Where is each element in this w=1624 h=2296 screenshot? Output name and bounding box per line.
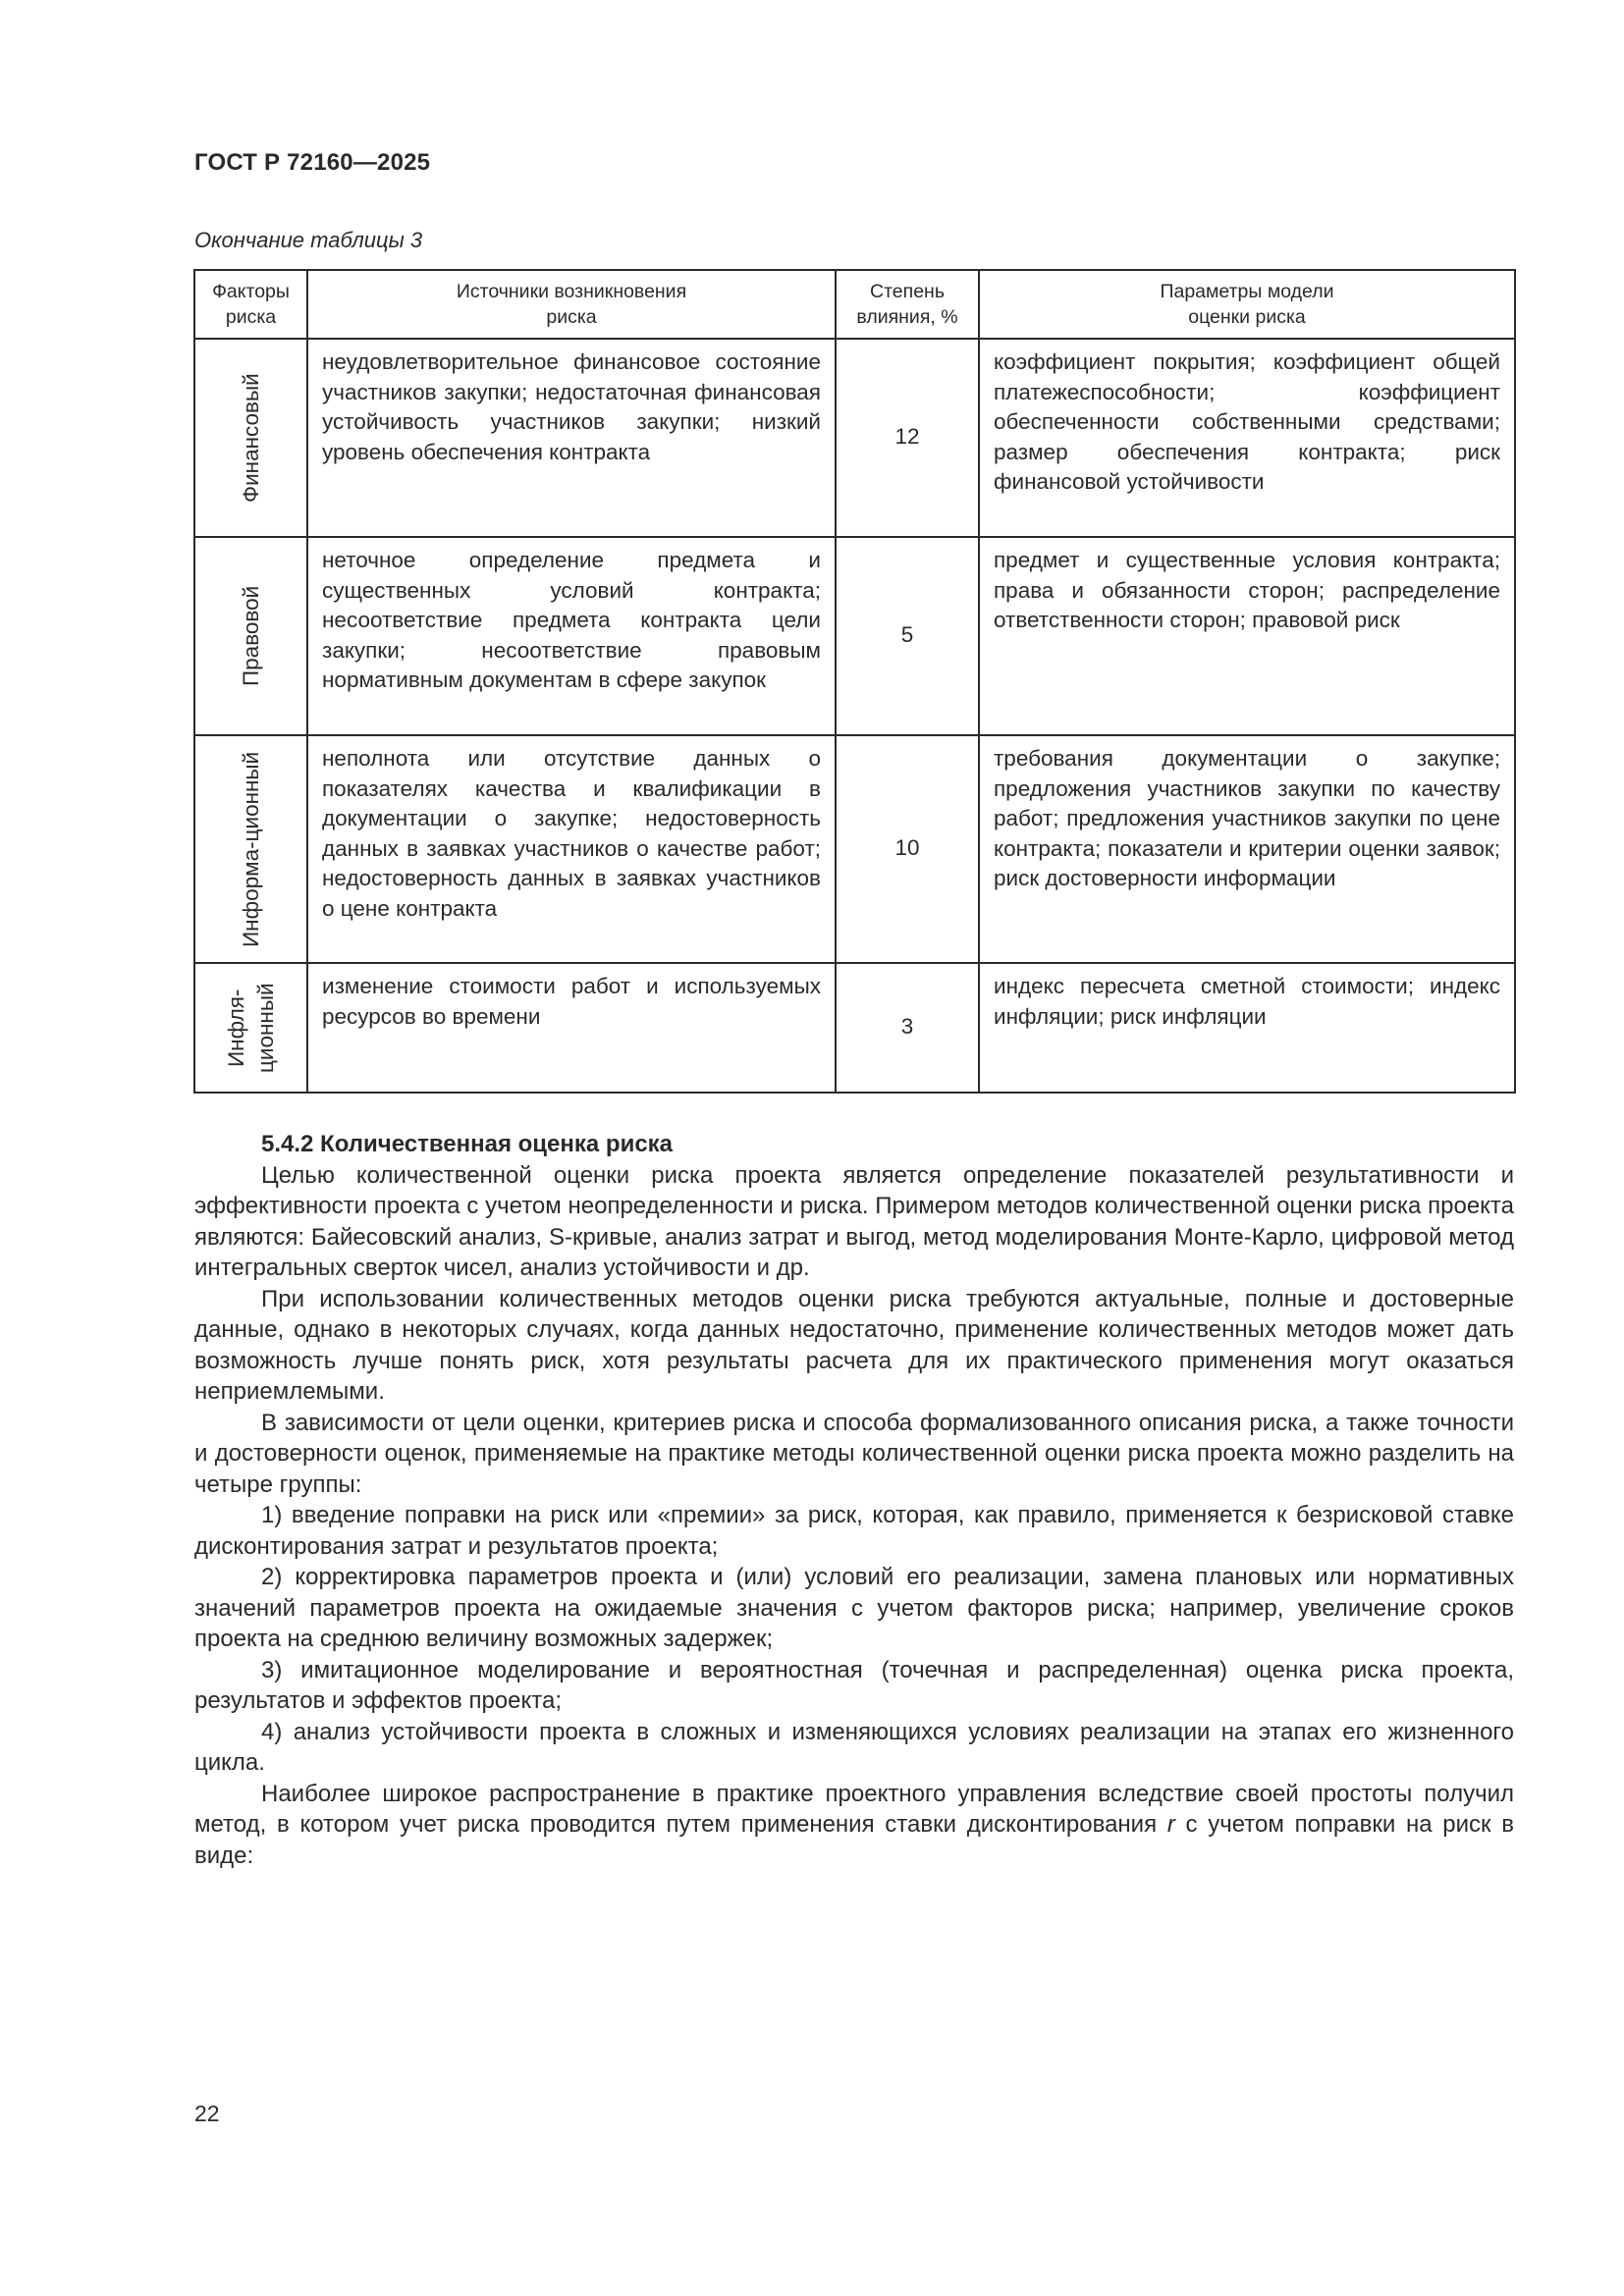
sources-cell: изменение стоимости работ и используемых ресурсов во времени [307, 963, 836, 1093]
degree-cell: 12 [836, 339, 979, 537]
list-item: 3) имитационное моделирование и вероятностная (точечная и распределенная) оценка риска проекта, результатов и эффектов проекта; [194, 1656, 1514, 1714]
list-item: 2) корректировка параметров проекта и (или) условий его реализации, замена плановых или нормативных значений параметров проекта на ожидаемые значения с учетом факторов риска; например, увеличение сроков проекта на среднюю величину возможных задержек; [194, 1564, 1514, 1652]
list-item: 4) анализ устойчивости проекта в сложных и изменяющихся условиях реализации на этапах его жизненного цикла. [194, 1718, 1514, 1776]
table-row [194, 735, 1515, 963]
table-row [194, 963, 1515, 1093]
paragraph: При использовании количественных методов оценки риска требуются актуальные, полные и достоверные данные, однако в некоторых случаях, когда данных недостаточно, применение количественных методов может дать возможность лучше понять риск, хотя результаты расчета для их практического применения могут оказаться неприемлемыми. [194, 1285, 1514, 1405]
factor-label: Финансовый [238, 373, 263, 503]
list-item: 1) введение поправки на риск или «премии» за риск, которая, как правило, применяется к безрисковой ставке дисконтирования затрат и результатов проекта; [194, 1502, 1514, 1560]
params-cell: индекс пересчета сметной стоимости; индекс инфляции; риск инфляции [979, 963, 1515, 1093]
paragraph-text: с учетом поправки на риск в виде: [194, 1811, 1515, 1869]
paragraph: В зависимости от цели оценки, критериев риска и способа формализованного описания риска, а также точности и достоверности оценок, применяемые на практике методы количественной оценки риска проекта можно разделить на четыре группы: [194, 1409, 1514, 1498]
degree-cell: 10 [836, 735, 979, 963]
risk-factors-table [193, 269, 1516, 1094]
paragraph-text: Наиболее широкое распространение в практике проектного управления вследствие своей простоты получил метод, в котором учет риска проводится путем применения ставки дисконтирования [194, 1780, 1514, 1838]
page-number: 22 [194, 2101, 220, 2126]
table-row [194, 339, 1515, 537]
paragraph-discount-rate [194, 1779, 1514, 1872]
column-header-degree: Степень влияния, % [836, 270, 979, 339]
params-cell: коэффициент покрытия; коэффициент общей платежеспособности; коэффициент обеспеченности собственными средствами; размер обеспечения контракта; риск финансовой устойчивости [979, 339, 1515, 537]
factor-label: Инфля-ционный [223, 983, 278, 1073]
factor-cell [194, 735, 307, 963]
document-header: ГОСТ Р 72160—2025 [194, 149, 431, 176]
sources-cell: неточное определение предмета и существенных условий контракта; несоответствие предмета контракта цели закупки; несоответствие правовым нормативным документам в сфере закупок [307, 537, 836, 735]
column-header-sources: Источники возникновения риска [307, 270, 836, 339]
factor-label: Правовой [238, 585, 263, 687]
params-cell: предмет и существенные условия контракта; права и обязанности сторон; распределение ответственности сторон; правовой риск [979, 537, 1515, 735]
factor-cell [194, 537, 307, 735]
column-header-params: Параметры модели оценки риска [979, 270, 1515, 339]
paragraph: Целью количественной оценки риска проекта является определение показателей результативности и эффективности проекта с учетом неопределенности и риска. Примером методов количественной оценки риска проекта являются: Байесовский анализ, S-кривые, анализ затрат и выгод, метод моделирования Монте-Карло, цифровой метод интегральных сверток чисел, анализ устойчивости и др. [194, 1161, 1514, 1281]
sources-cell: неудовлетворительное финансовое состояние участников закупки; недостаточная финансовая устойчивость участников закупки; низкий уровень обеспечения контракта [307, 339, 836, 537]
column-header-factors: Факторы риска [194, 270, 307, 339]
degree-cell: 3 [836, 963, 979, 1093]
section-body [194, 1129, 1514, 1871]
params-cell: требования документации о закупке; предложения участников закупки по качеству работ; предложения участников закупки по цене контракта; показатели и критерии оценки заявок; риск достоверности информации [979, 735, 1515, 963]
factor-label: Информа-ционный [238, 751, 263, 947]
section-heading: 5.4.2 Количественная оценка риска [261, 1131, 674, 1157]
degree-cell: 5 [836, 537, 979, 735]
table-caption: Окончание таблицы 3 [194, 228, 423, 252]
table-row [194, 537, 1515, 735]
variable-r: r [1166, 1811, 1175, 1838]
factor-cell [194, 963, 307, 1093]
table-header-row [194, 270, 1515, 339]
sources-cell: неполнота или отсутствие данных о показателях качества и квалификации в документации о закупке; недостоверность данных в заявках участников о качестве работ; недостоверность данных в заявках участников о цене контракта [307, 735, 836, 963]
factor-cell [194, 339, 307, 537]
